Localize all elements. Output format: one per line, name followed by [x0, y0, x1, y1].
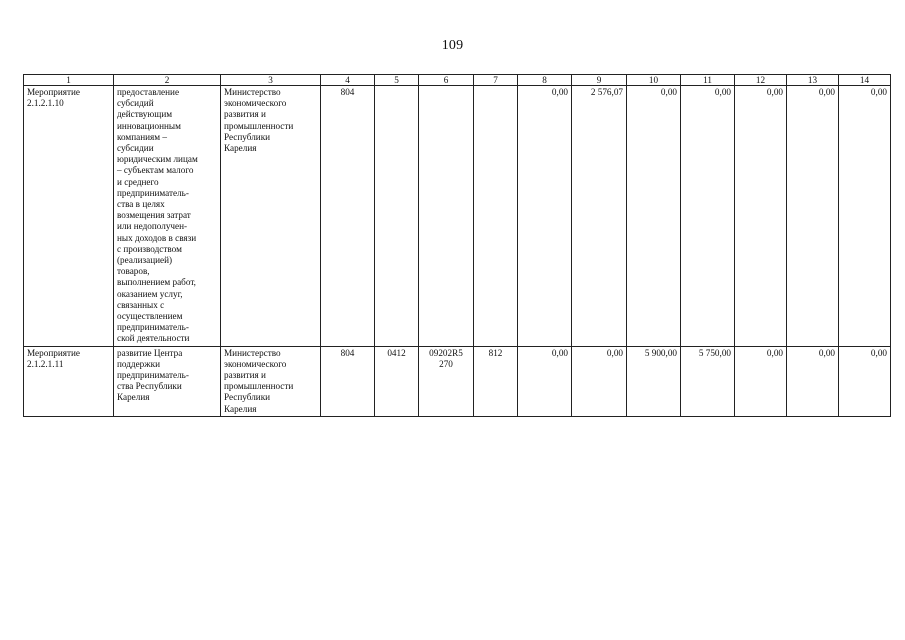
table-cell: 5 900,00 [627, 346, 681, 416]
table-cell: 0,00 [787, 346, 839, 416]
column-header: 9 [572, 75, 627, 86]
table-cell: 0,00 [572, 346, 627, 416]
table-cell: 812 [474, 346, 518, 416]
table-cell: 0412 [375, 346, 419, 416]
column-header: 7 [474, 75, 518, 86]
measure-description-cell: развитие Центра поддержки предприниматель- ства Республики Карелия [114, 346, 221, 416]
table-row [24, 86, 891, 347]
column-header: 1 [24, 75, 114, 86]
table-cell [419, 86, 474, 347]
table-cell: 09202R5 270 [419, 346, 474, 416]
column-header: 13 [787, 75, 839, 86]
column-header: 6 [419, 75, 474, 86]
table-cell: 0,00 [681, 86, 735, 347]
column-header: 2 [114, 75, 221, 86]
column-header: 4 [321, 75, 375, 86]
column-header: 5 [375, 75, 419, 86]
column-header: 11 [681, 75, 735, 86]
column-header: 3 [221, 75, 321, 86]
measure-code-cell: Мероприятие 2.1.2.1.10 [24, 86, 114, 347]
budget-table [23, 74, 891, 417]
table-cell [375, 86, 419, 347]
column-header: 10 [627, 75, 681, 86]
table-cell: 2 576,07 [572, 86, 627, 347]
table-cell: 804 [321, 346, 375, 416]
responsible-executor-cell: Министерство экономического развития и промышленности Республики Карелия [221, 346, 321, 416]
measure-description-cell: предоставление субсидий действующим инновационным компаниям – субсидии юридическим лицам – субъектам малого и среднего предприниматель- ства в целях возмещения затрат или недополучен- ных доходов в связи с производством (реализацией) товаров, выполнением работ, оказанием услуг, связанных с осуществлением предприниматель- ской деятельности [114, 86, 221, 347]
column-header: 8 [518, 75, 572, 86]
page-number: 109 [441, 38, 464, 53]
table-cell: 0,00 [735, 86, 787, 347]
table-cell: 0,00 [627, 86, 681, 347]
table-cell: 0,00 [518, 346, 572, 416]
table-cell: 0,00 [735, 346, 787, 416]
table-cell: 804 [321, 86, 375, 347]
table-cell: 0,00 [839, 346, 891, 416]
column-header: 14 [839, 75, 891, 86]
responsible-executor-cell: Министерство экономического развития и промышленности Республики Карелия [221, 86, 321, 347]
table-row [24, 346, 891, 416]
measure-code-cell: Мероприятие 2.1.2.1.11 [24, 346, 114, 416]
header-row [24, 75, 891, 86]
column-header: 12 [735, 75, 787, 86]
table-cell: 5 750,00 [681, 346, 735, 416]
table-cell [474, 86, 518, 347]
table-cell: 0,00 [787, 86, 839, 347]
table-cell: 0,00 [518, 86, 572, 347]
table-cell: 0,00 [839, 86, 891, 347]
